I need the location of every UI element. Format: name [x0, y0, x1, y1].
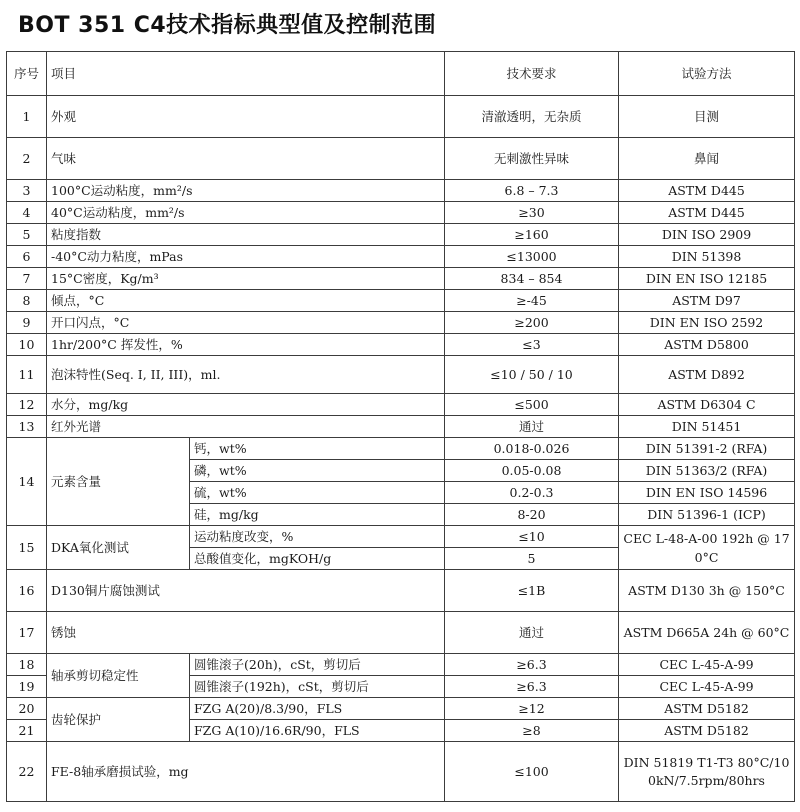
- header-no: 序号: [7, 52, 47, 96]
- table-row: [7, 394, 795, 416]
- row-method: DIN 51363/2 (RFA): [619, 460, 795, 482]
- row-subitem: 钙，wt%: [190, 438, 445, 460]
- row-method: DIN ISO 2909: [619, 224, 795, 246]
- row-method: DIN 51391-2 (RFA): [619, 438, 795, 460]
- row-value: 834 – 854: [445, 268, 619, 290]
- row-value: ≤100: [445, 742, 619, 802]
- row-item: D130铜片腐蚀测试: [47, 570, 445, 612]
- row-no: 3: [7, 180, 47, 202]
- row-value: ≤3: [445, 334, 619, 356]
- row-value: ≤500: [445, 394, 619, 416]
- row-method: ASTM D892: [619, 356, 795, 394]
- row-item: 外观: [47, 96, 445, 138]
- row-no: 11: [7, 356, 47, 394]
- row-value: 通过: [445, 612, 619, 654]
- row-value: ≥-45: [445, 290, 619, 312]
- row-no: 8: [7, 290, 47, 312]
- row-value: 清澈透明，无杂质: [445, 96, 619, 138]
- row-item: 泡沫特性(Seq. I, II, III)，ml.: [47, 356, 445, 394]
- row-no: 12: [7, 394, 47, 416]
- row-subitem: FZG A(10)/16.6R/90，FLS: [190, 720, 445, 742]
- table-header-row: [7, 52, 795, 96]
- row-value: ≥8: [445, 720, 619, 742]
- table-row: [7, 742, 795, 802]
- row-item: DKA氧化测试: [47, 526, 190, 570]
- table-row: [7, 224, 795, 246]
- row-item: 元素含量: [47, 438, 190, 526]
- row-method: CEC L-45-A-99: [619, 654, 795, 676]
- row-item: 开口闪点，°C: [47, 312, 445, 334]
- table-row: [7, 290, 795, 312]
- row-item: 倾点，°C: [47, 290, 445, 312]
- row-item: 轴承剪切稳定性: [47, 654, 190, 698]
- row-subitem: 硫，wt%: [190, 482, 445, 504]
- table-row: [7, 612, 795, 654]
- row-method: ASTM D6304 C: [619, 394, 795, 416]
- row-no: 13: [7, 416, 47, 438]
- row-value: 6.8 – 7.3: [445, 180, 619, 202]
- row-method: DIN 51819 T1-T3 80°C/100kN/7.5rpm/80hrs: [619, 742, 795, 802]
- table-row: [7, 356, 795, 394]
- row-no: 14: [7, 438, 47, 526]
- row-value: ≥12: [445, 698, 619, 720]
- header-method: 试验方法: [619, 52, 795, 96]
- row-subitem: 硅，mg/kg: [190, 504, 445, 526]
- row-method: ASTM D445: [619, 202, 795, 224]
- row-method: ASTM D5182: [619, 698, 795, 720]
- row-value: ≥6.3: [445, 676, 619, 698]
- row-value: ≤13000: [445, 246, 619, 268]
- row-subitem: 运动粘度改变，%: [190, 526, 445, 548]
- row-no: 22: [7, 742, 47, 802]
- row-item: -40°C动力粘度，mPas: [47, 246, 445, 268]
- row-item: 1hr/200°C 挥发性，%: [47, 334, 445, 356]
- table-row: [7, 312, 795, 334]
- table-row: [7, 654, 795, 676]
- document-title: BOT 351 C4技术指标典型值及控制范围: [18, 13, 437, 38]
- row-subitem: 磷，wt%: [190, 460, 445, 482]
- row-item: 粘度指数: [47, 224, 445, 246]
- row-item: FE-8轴承磨损试验，mg: [47, 742, 445, 802]
- row-method: ASTM D130 3h @ 150°C: [619, 570, 795, 612]
- row-item: 15°C密度，Kg/m³: [47, 268, 445, 290]
- row-method: DIN EN ISO 12185: [619, 268, 795, 290]
- row-method: DIN EN ISO 14596: [619, 482, 795, 504]
- table-row: [7, 180, 795, 202]
- row-value: 0.018-0.026: [445, 438, 619, 460]
- row-method: ASTM D5182: [619, 720, 795, 742]
- row-subitem: 总酸值变化，mgKOH/g: [190, 548, 445, 570]
- row-no: 4: [7, 202, 47, 224]
- row-no: 9: [7, 312, 47, 334]
- row-item: 40°C运动粘度，mm²/s: [47, 202, 445, 224]
- row-no: 2: [7, 138, 47, 180]
- header-requirement: 技术要求: [445, 52, 619, 96]
- row-no: 21: [7, 720, 47, 742]
- row-subitem: FZG A(20)/8.3/90，FLS: [190, 698, 445, 720]
- row-method: CEC L-48-A-00 192h @ 170°C: [619, 526, 795, 570]
- row-no: 7: [7, 268, 47, 290]
- table-row: [7, 570, 795, 612]
- row-value: 通过: [445, 416, 619, 438]
- row-value: ≥30: [445, 202, 619, 224]
- header-item: 项目: [47, 52, 445, 96]
- row-method: 目测: [619, 96, 795, 138]
- row-no: 5: [7, 224, 47, 246]
- row-item: 锈蚀: [47, 612, 445, 654]
- row-no: 6: [7, 246, 47, 268]
- table-row: [7, 202, 795, 224]
- table-row: [7, 438, 795, 460]
- row-value: 5: [445, 548, 619, 570]
- row-method: ASTM D97: [619, 290, 795, 312]
- row-no: 18: [7, 654, 47, 676]
- row-no: 17: [7, 612, 47, 654]
- table-row: [7, 246, 795, 268]
- row-value: ≤1B: [445, 570, 619, 612]
- row-value: ≥160: [445, 224, 619, 246]
- row-method: ASTM D5800: [619, 334, 795, 356]
- row-item: 齿轮保护: [47, 698, 190, 742]
- row-value: 0.2-0.3: [445, 482, 619, 504]
- row-method: ASTM D665A 24h @ 60°C: [619, 612, 795, 654]
- row-value: ≥6.3: [445, 654, 619, 676]
- table-row: [7, 268, 795, 290]
- table-row: [7, 96, 795, 138]
- table-row: [7, 526, 795, 548]
- row-no: 1: [7, 96, 47, 138]
- row-no: 16: [7, 570, 47, 612]
- row-value: ≥200: [445, 312, 619, 334]
- table-row: [7, 416, 795, 438]
- row-method: ASTM D445: [619, 180, 795, 202]
- row-item: 100°C运动粘度，mm²/s: [47, 180, 445, 202]
- row-method: DIN EN ISO 2592: [619, 312, 795, 334]
- row-value: 0.05-0.08: [445, 460, 619, 482]
- row-subitem: 圆锥滚子(192h)，cSt，剪切后: [190, 676, 445, 698]
- row-method: DIN 51398: [619, 246, 795, 268]
- row-item: 水分，mg/kg: [47, 394, 445, 416]
- row-no: 19: [7, 676, 47, 698]
- row-method: 鼻闻: [619, 138, 795, 180]
- row-value: ≤10: [445, 526, 619, 548]
- row-value: 无刺激性异味: [445, 138, 619, 180]
- row-no: 20: [7, 698, 47, 720]
- row-item: 气味: [47, 138, 445, 180]
- row-item: 红外光谱: [47, 416, 445, 438]
- row-no: 10: [7, 334, 47, 356]
- row-method: CEC L-45-A-99: [619, 676, 795, 698]
- spec-table: [6, 51, 795, 802]
- row-no: 15: [7, 526, 47, 570]
- row-value: ≤10 / 50 / 10: [445, 356, 619, 394]
- row-subitem: 圆锥滚子(20h)，cSt，剪切后: [190, 654, 445, 676]
- row-method: DIN 51396-1 (ICP): [619, 504, 795, 526]
- row-method: DIN 51451: [619, 416, 795, 438]
- table-row: [7, 138, 795, 180]
- table-row: [7, 698, 795, 720]
- table-row: [7, 334, 795, 356]
- row-value: 8-20: [445, 504, 619, 526]
